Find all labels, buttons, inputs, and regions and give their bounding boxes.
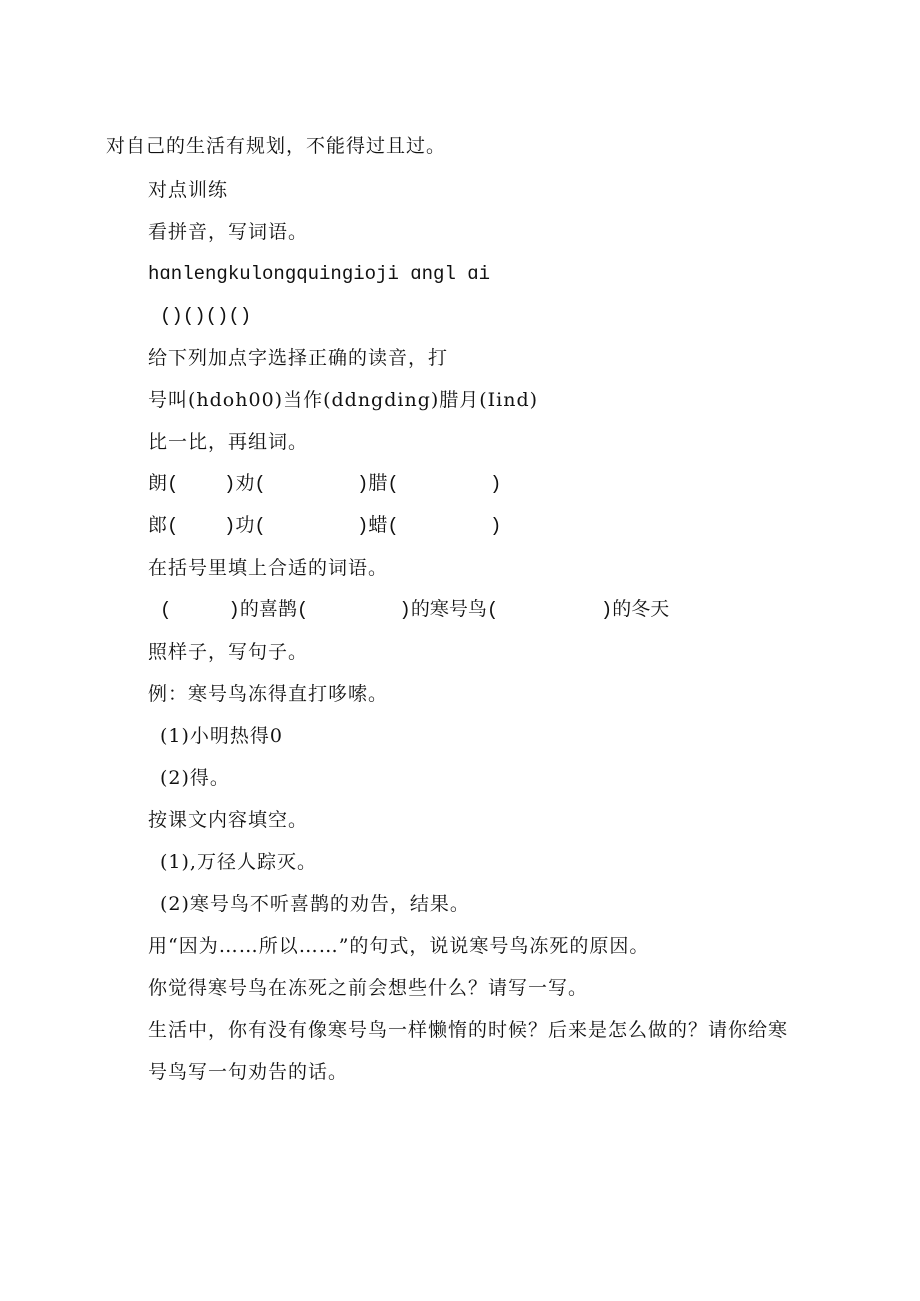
exercise-6-instruction: 按课文内容填空。 <box>148 809 309 831</box>
section-heading-practice: 对点训练 <box>148 179 229 201</box>
exercise-2-instruction: 给下列加点字选择正确的读音，打 <box>148 347 449 369</box>
exercise-5-example: 例：寒号鸟冻得直打哆嗦。 <box>148 683 389 705</box>
exercise-4-blanks: ( )的喜鹊( )的寒号鸟( )的冬天 <box>160 599 670 621</box>
exercise-7-question: 用“因为……所以……”的句式，说说寒号鸟冻死的原因。 <box>148 935 650 957</box>
exercise-3-row-2: 郎( )功( )蜡( ) <box>148 515 502 537</box>
exercise-5-item-1: (1)小明热得0 <box>160 725 284 747</box>
exercise-6-item-1: (1),万径人踪灭。 <box>160 851 317 873</box>
exercise-1-instruction: 看拼音，写词语。 <box>148 221 309 243</box>
exercise-5-instruction: 照样子，写句子。 <box>148 641 309 663</box>
exercise-9-question-line-1: 生活中，你有没有像寒号鸟一样懒惰的时候？后来是怎么做的？请你给寒 <box>148 1019 789 1041</box>
exercise-3-instruction: 比一比，再组词。 <box>148 431 309 453</box>
exercise-4-instruction: 在括号里填上合适的词语。 <box>148 557 389 579</box>
exercise-1-answer-blanks: ()()()() <box>160 305 252 327</box>
exercise-6-item-2: (2)寒号鸟不听喜鹊的劝告，结果。 <box>160 893 470 915</box>
exercise-3-row-1: 朗( )劝( )腊( ) <box>148 473 502 495</box>
exercise-1-pinyin: hɑnlengkulongquingioji ɑngl ɑi <box>148 263 491 285</box>
exercise-8-question: 你觉得寒号鸟在冻死之前会想些什么？请写一写。 <box>148 977 589 999</box>
exercise-5-item-2: (2)得。 <box>160 767 230 789</box>
intro-sentence: 对自己的生活有规划，不能得过且过。 <box>106 135 447 157</box>
exercise-9-question-line-2: 号鸟写一句劝告的话。 <box>148 1061 349 1083</box>
exercise-2-items: 号叫(hdoh00)当作(ddngding)腊月(Iind) <box>148 389 539 411</box>
